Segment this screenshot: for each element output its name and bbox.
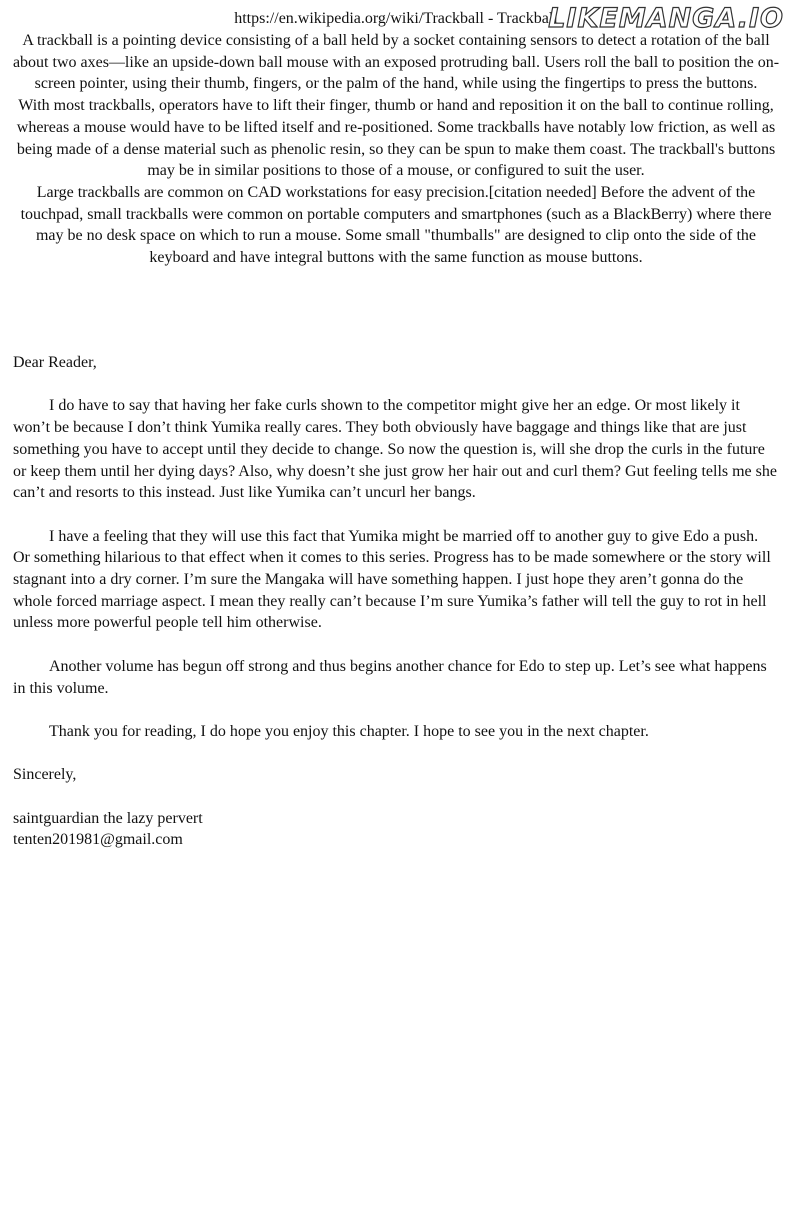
- letter-paragraph: Another volume has begun off strong and thus begins another chance for Edo to step up. Let’s see what happens in this volume.: [13, 657, 767, 697]
- intro-paragraph: With most trackballs, operators have to lift their finger, thumb or hand and reposition it on the ball to continue rolling, whereas a mouse would have to be lifted itself and re-positioned. Some trackballs have notably low friction, as well as being made of a dense material such as phenolic resin, so they can be spun to make them coast. The trackball's buttons may be in similar positions to those of a mouse, or configured to suit the user.: [16, 97, 776, 180]
- letter-closing: Sincerely,: [13, 766, 77, 784]
- letter-paragraph: Thank you for reading, I do hope you enjoy this chapter. I hope to see you in the next chapter.: [49, 722, 649, 740]
- intro-paragraph: Large trackballs are common on CAD workstations for easy precision.[citation needed] Before the advent of the touchpad, small trackballs were common on portable computers and smartphones (such as a BlackBerry) where there may be no desk space on which to run a mouse. Some small "thumballs" are designed to clip onto the side of the keyboard and have integral buttons with the same function as mouse buttons.: [20, 183, 772, 267]
- signature-name: saintguardian the lazy pervert: [13, 809, 203, 827]
- signature-email: tenten201981@gmail.com: [13, 831, 183, 849]
- intro-section: [10, 30, 782, 269]
- source-url: https://en.wikipedia.org/wiki/Trackball - Trackball: [234, 10, 558, 27]
- site-watermark: LIKEMANGA.IO: [548, 3, 784, 34]
- letter-paragraph: I have a feeling that they will use this fact that Yumika might be married off to another guy to give Edo a push. Or something hilarious to that effect when it comes to this series. Progress has to be made somewhere or the story will stagnant into a dry corner. I’m sure the Mangaka will have something happen. I just hope they aren’t gonna do the whole forced marriage aspect. I mean they really can’t because I’m sure Yumika’s father will tell the guy to rot in hell unless more powerful people tell him otherwise.: [13, 527, 771, 632]
- letter-section: [13, 352, 779, 851]
- letter-paragraph: I do have to say that having her fake curls shown to the competitor might give her an edge. Or most likely it won’t be because I don’t think Yumika really cares. They both obviously have baggage and things like that are just something you have to accept until they decide to change. So now the question is, will she drop the curls in the future or keep them until her dying days? Also, why doesn’t she just grow her hair out and curl them? Gut feeling tells me she can’t and resorts to this instead. Just like Yumika can’t uncurl her bangs.: [13, 397, 777, 502]
- letter-greeting: Dear Reader,: [13, 354, 97, 371]
- intro-paragraph: A trackball is a pointing device consisting of a ball held by a socket containing sensors to detect a rotation of the ball about two axes—like an upside-down ball mouse with an exposed protruding ball. Users roll the ball to position the on-screen pointer, using their thumb, fingers, or the palm of the hand, while using the fingertips to press the buttons.: [12, 32, 780, 93]
